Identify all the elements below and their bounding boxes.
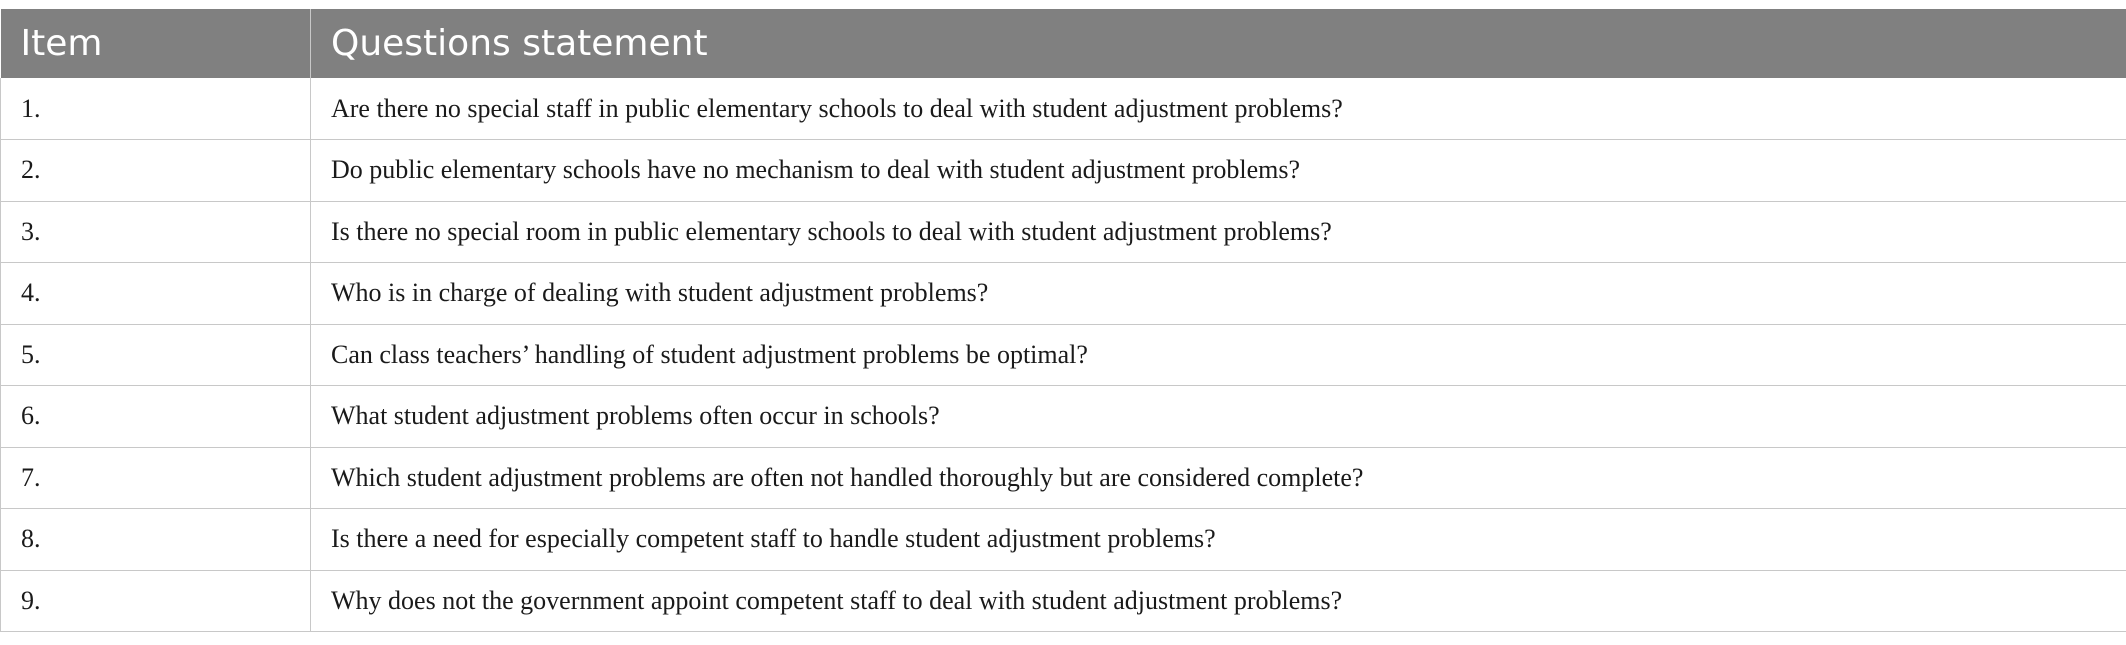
table-row <box>1 509 2126 571</box>
item-number-cell: 6. <box>1 386 311 448</box>
table-row <box>1 78 2126 140</box>
table-row <box>1 324 2126 386</box>
item-number-cell: 1. <box>1 78 311 140</box>
question-cell: Is there a need for especially competent staff to handle student adjustment problems? <box>311 509 2126 571</box>
table-row <box>1 263 2126 325</box>
question-cell: Which student adjustment problems are often not handled thoroughly but are considered complete? <box>311 447 2126 509</box>
table-row <box>1 140 2126 202</box>
table-body <box>1 78 2126 632</box>
header-row <box>1 9 2126 78</box>
question-cell: Why does not the government appoint competent staff to deal with student adjustment problems? <box>311 570 2126 632</box>
item-number-cell: 3. <box>1 201 311 263</box>
questions-table <box>0 9 2126 632</box>
question-cell: Is there no special room in public elementary schools to deal with student adjustment problems? <box>311 201 2126 263</box>
item-number-cell: 5. <box>1 324 311 386</box>
table-row <box>1 447 2126 509</box>
question-cell: What student adjustment problems often occur in schools? <box>311 386 2126 448</box>
question-cell: Who is in charge of dealing with student adjustment problems? <box>311 263 2126 325</box>
item-number-cell: 8. <box>1 509 311 571</box>
question-cell: Can class teachers’ handling of student adjustment problems be optimal? <box>311 324 2126 386</box>
item-number-cell: 9. <box>1 570 311 632</box>
question-cell: Do public elementary schools have no mechanism to deal with student adjustment problems? <box>311 140 2126 202</box>
table-row <box>1 201 2126 263</box>
table-header <box>1 9 2126 78</box>
table-row <box>1 570 2126 632</box>
item-number-cell: 4. <box>1 263 311 325</box>
item-number-cell: 2. <box>1 140 311 202</box>
question-cell: Are there no special staff in public elementary schools to deal with student adjustment problems? <box>311 78 2126 140</box>
column-header-item: Item <box>1 9 311 78</box>
column-header-questions: Questions statement <box>311 9 2126 78</box>
table-row <box>1 386 2126 448</box>
item-number-cell: 7. <box>1 447 311 509</box>
questions-table-container <box>0 9 2126 632</box>
